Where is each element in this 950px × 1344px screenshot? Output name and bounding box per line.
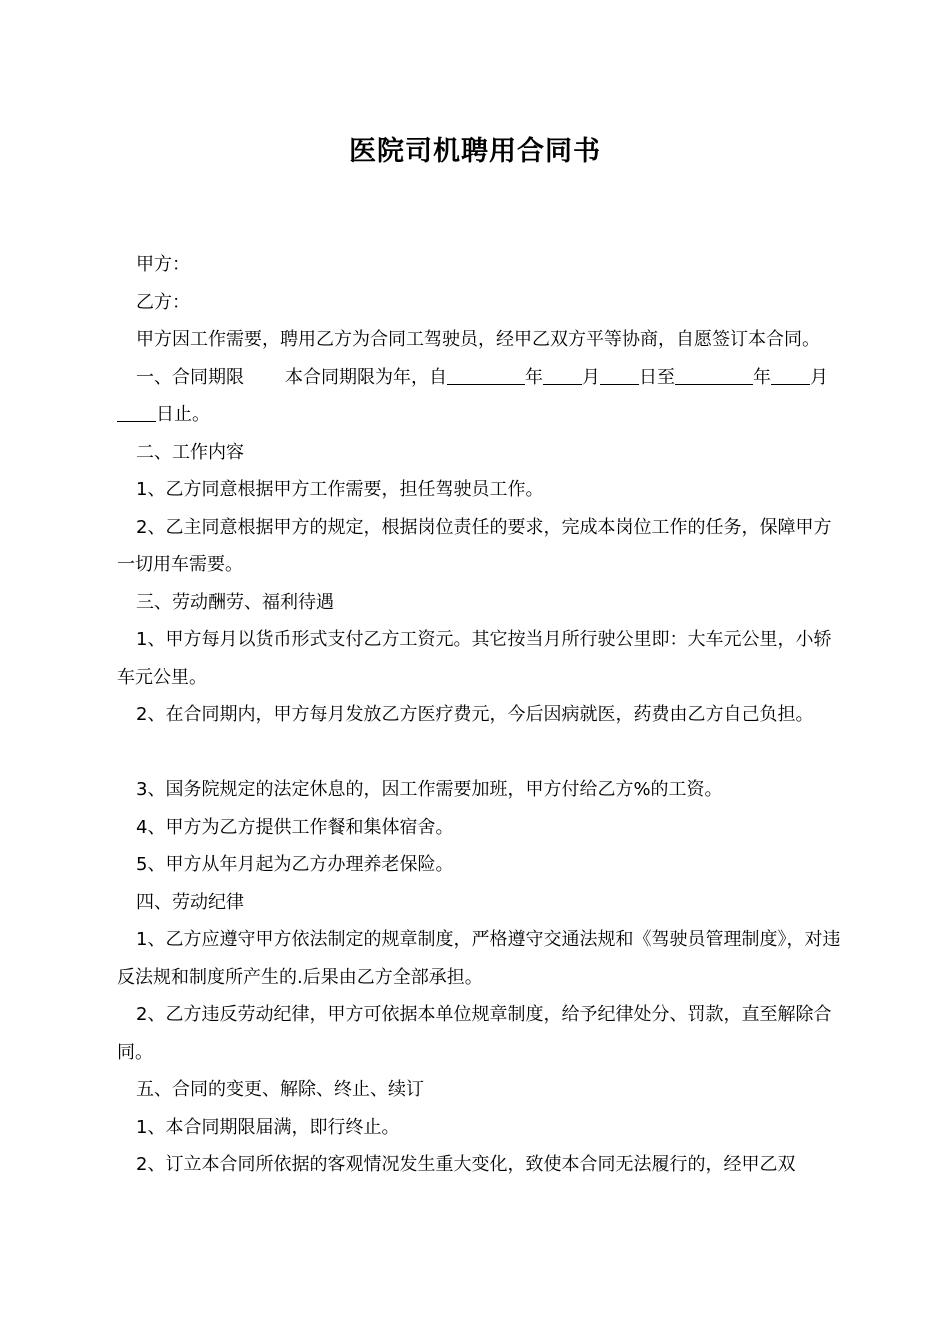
section-3-item-1: 1、甲方每月以货币形式支付乙方工资元。其它按当月所行驶公里即：大车元公里，小轿车元公里。 xyxy=(117,629,832,688)
start-day-blank xyxy=(600,366,639,385)
section-2-item-1: 1、乙方同意根据甲方工作需要，担任驾驶员工作。 xyxy=(136,479,544,500)
term-day-label: 日至 xyxy=(639,366,675,388)
end-year-blank xyxy=(675,366,753,385)
section-3-item-5: 5、甲方从年月起为乙方办理养老保险。 xyxy=(136,854,454,875)
section-5-heading: 五、合同的变更、解除、终止、续订 xyxy=(136,1079,424,1100)
section-2-item-2: 2、乙主同意根据甲方的规定，根据岗位责任的要求，完成本岗位工作的任务，保障甲方一切用车需要。 xyxy=(117,516,832,575)
party-a-line: 甲方： xyxy=(136,254,190,275)
end-day-blank xyxy=(117,403,156,422)
start-year-blank xyxy=(447,366,525,385)
term-year-label: 年 xyxy=(525,366,543,388)
section-5-item-1: 1、本合同期限届满，即行终止。 xyxy=(136,1116,400,1138)
party-b-line: 乙方： xyxy=(136,291,190,313)
term-month-label: 月 xyxy=(582,366,600,388)
term-heading: 一、合同期限 xyxy=(136,366,244,388)
end-month-blank-a xyxy=(771,366,810,385)
section-5-item-2: 2、订立本合同所依据的客观情况发生重大变化，致使本合同无法履行的，经甲乙双 xyxy=(136,1154,796,1175)
section-3-heading: 三、劳动酬劳、福利待遇 xyxy=(136,591,334,613)
start-month-blank xyxy=(543,366,582,385)
term-paragraph xyxy=(117,359,842,434)
term-end-day-label: 日止。 xyxy=(156,404,210,425)
section-3-item-4: 4、甲方为乙方提供工作餐和集体宿舍。 xyxy=(136,816,454,838)
section-4-item-1: 1、乙方应遵守甲方依法制定的规章制度，严格遵守交通法规和《驾驶员管理制度》，对违反法规和制度所产生的.后果由乙方全部承担。 xyxy=(117,929,841,988)
document-title: 医院司机聘用合同书 xyxy=(349,136,601,167)
contract-body xyxy=(117,246,842,1184)
term-end-month-label: 月 xyxy=(810,366,828,388)
section-3-item-3: 3、国务院规定的法定休息的，因工作需要加班，甲方付给乙方%的工资。 xyxy=(136,779,723,800)
section-4-item-2: 2、乙方违反劳动纪律，甲方可依据本单位规章制度，给予纪律处分、罚款，直至解除合同。 xyxy=(117,1004,832,1063)
blank-line xyxy=(117,734,842,772)
section-3-item-2: 2、在合同期内，甲方每月发放乙方医疗费元，今后因病就医，药费由乙方自己负担。 xyxy=(136,704,814,725)
section-4-heading: 四、劳动纪律 xyxy=(136,891,244,913)
intro-paragraph: 甲方因工作需要，聘用乙方为合同工驾驶员，经甲乙双方平等协商，自愿签订本合同。 xyxy=(136,329,820,350)
section-2-heading: 二、工作内容 xyxy=(136,441,244,463)
term-text: 本合同期限为年，自 xyxy=(285,366,447,388)
term-end-year-label: 年 xyxy=(753,366,771,388)
